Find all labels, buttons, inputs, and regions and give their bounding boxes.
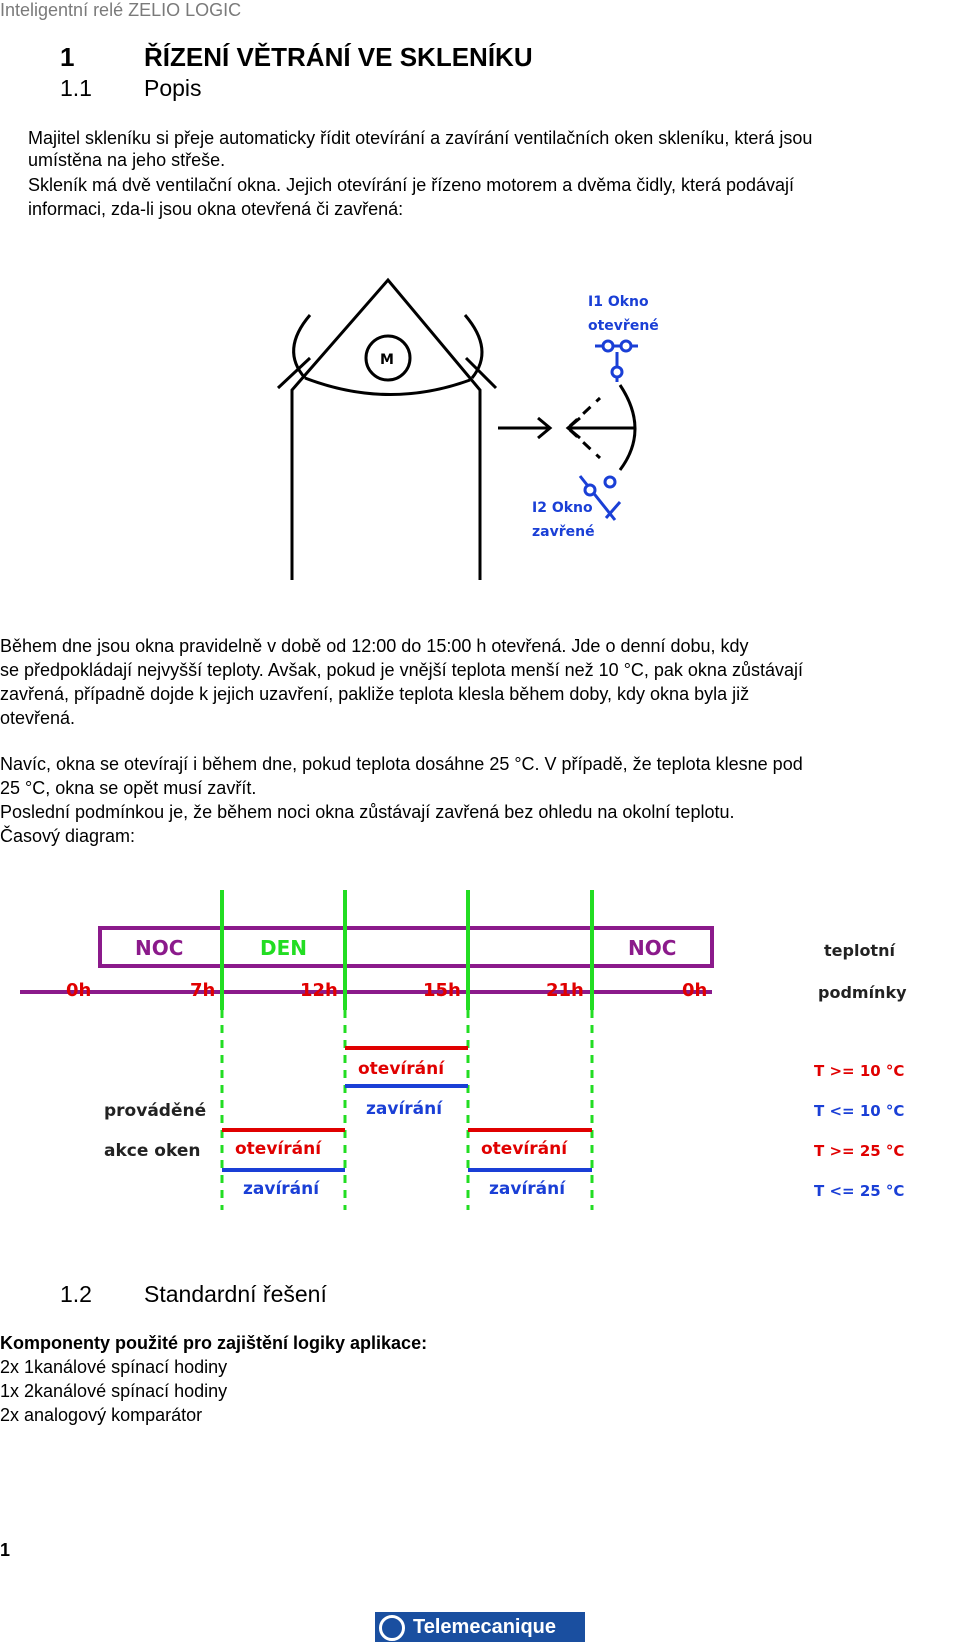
condition-label: T >= 10 °C [814, 1062, 905, 1080]
actions-label: prováděné [104, 1101, 207, 1121]
i2-label: I2 Okno [532, 500, 593, 516]
body-line: Časový diagram: [0, 826, 136, 846]
body-line: se předpokládají nejvyšší teploty. Avšak, pokud je vnější teplota menší než 10 °C, pak okna zůstávají [0, 660, 803, 680]
greenhouse-diagram [270, 270, 690, 580]
right-window-arc [465, 315, 482, 378]
section-title: ŘÍZENÍ VĚTRÁNÍ VE SKLENÍKU [144, 42, 533, 72]
time-label: 7h [190, 980, 216, 1001]
condition-label: T >= 25 °C [814, 1142, 905, 1160]
den-label: DEN [260, 936, 308, 960]
open-label: otevírání [481, 1139, 568, 1159]
time-label: 21h [546, 980, 584, 1001]
i1-label: I1 Okno [588, 294, 649, 310]
actions-label: akce oken [104, 1141, 201, 1161]
page-number: 1 [0, 1540, 11, 1560]
body-line: zavřená, případně dojde k jejich uzavření, pakliže teplota klesla během doby, kdy okna byla již [0, 684, 750, 704]
timing-diagram [0, 880, 960, 1220]
body-line: otevřená. [0, 708, 76, 728]
intro-line: Majitel skleníku si přeje automaticky řídit otevírání a zavírání ventilačních oken skleníku, která jsou [28, 128, 813, 148]
noc-left-label: NOC [135, 936, 184, 960]
left-window-arc [294, 315, 310, 378]
timeline-bar [100, 928, 712, 966]
i1-label: otevřené [588, 318, 659, 334]
document-header: Inteligentní relé ZELIO LOGIC [0, 0, 242, 20]
logo-emblem-icon [379, 1615, 405, 1641]
time-label: 0h [66, 980, 92, 1001]
motor-label: M [380, 352, 394, 368]
time-label: 0h [682, 980, 708, 1001]
greenhouse-outline [292, 280, 480, 580]
condition-label: T <= 10 °C [814, 1102, 905, 1120]
time-label: 12h [300, 980, 338, 1001]
subsection-title: Standardní řešení [144, 1281, 327, 1307]
intro-line: umístěna na jeho střeše. [28, 150, 226, 170]
conditions-title: teplotní [824, 941, 895, 960]
time-label: 15h [423, 980, 461, 1001]
close-label: zavírání [366, 1099, 443, 1119]
section-number: 1 [60, 42, 75, 72]
i2-label: zavřené [532, 524, 595, 540]
component-item: 2x analogový komparátor [0, 1405, 203, 1425]
body-line: Během dne jsou okna pravidelně v době od 12:00 do 15:00 h otevřená. Jde o denní dobu, kdy [0, 636, 749, 656]
condition-label: T <= 25 °C [814, 1182, 905, 1200]
intro-line: informaci, zda-li jsou okna otevřená či zavřená: [28, 199, 404, 219]
body-line: Poslední podmínkou je, že během noci okna zůstávají zavřená bez ohledu na okolní teplotu. [0, 802, 735, 822]
components-heading: Komponenty použité pro zajištění logiky aplikace: [0, 1333, 428, 1353]
component-item: 1x 2kanálové spínací hodiny [0, 1381, 228, 1401]
logo-text: Telemecanique [413, 1616, 557, 1638]
telemecanique-logo [375, 1612, 585, 1642]
component-item: 2x 1kanálové spínací hodiny [0, 1357, 228, 1377]
open-label: otevírání [358, 1059, 445, 1079]
open-label: otevírání [235, 1139, 322, 1159]
subsection-number: 1.1 [60, 75, 92, 101]
conditions-title: podmínky [818, 983, 907, 1002]
close-label: zavírání [489, 1179, 566, 1199]
subsection-number: 1.2 [60, 1281, 92, 1307]
subsection-title: Popis [144, 75, 202, 101]
body-line: Navíc, okna se otevírají i během dne, pokud teplota dosáhne 25 °C. V případě, že teplota klesne pod [0, 754, 803, 774]
noc-right-label: NOC [628, 936, 677, 960]
close-label: zavírání [243, 1179, 320, 1199]
intro-line: Skleník má dvě ventilační okna. Jejich otevírání je řízeno motorem a dvěma čidly, která podávají [28, 175, 795, 195]
body-line: 25 °C, okna se opět musí zavřít. [0, 778, 257, 798]
